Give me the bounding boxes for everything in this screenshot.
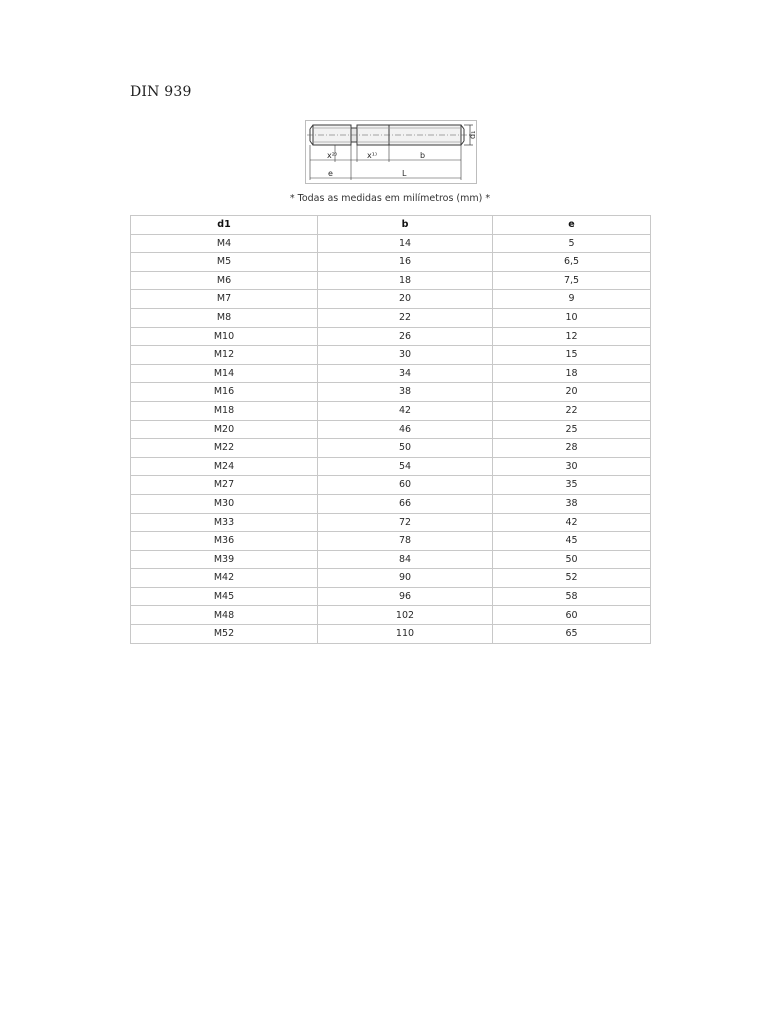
cell-b: 46 xyxy=(318,420,493,439)
cell-e: 15 xyxy=(493,346,651,365)
cell-e: 42 xyxy=(493,513,651,532)
cell-e: 18 xyxy=(493,364,651,383)
table-row xyxy=(131,308,651,327)
table-row xyxy=(131,569,651,588)
header-b: b xyxy=(318,216,493,235)
table-row xyxy=(131,234,651,253)
table-row xyxy=(131,290,651,309)
cell-e: 45 xyxy=(493,532,651,551)
cell-d1: M16 xyxy=(131,383,318,402)
x1-label: x¹⁾ xyxy=(367,151,377,160)
table-row xyxy=(131,513,651,532)
document-title: DIN 939 xyxy=(130,84,192,100)
cell-e: 30 xyxy=(493,457,651,476)
table-row xyxy=(131,587,651,606)
table-row xyxy=(131,346,651,365)
cell-b: 18 xyxy=(318,271,493,290)
cell-b: 26 xyxy=(318,327,493,346)
cell-e: 38 xyxy=(493,494,651,513)
cell-d1: M18 xyxy=(131,401,318,420)
cell-e: 60 xyxy=(493,606,651,625)
cell-e: 58 xyxy=(493,587,651,606)
cell-d1: M45 xyxy=(131,587,318,606)
cell-e: 5 xyxy=(493,234,651,253)
cell-b: 102 xyxy=(318,606,493,625)
cell-b: 30 xyxy=(318,346,493,365)
x2-label: x²⁾ xyxy=(327,151,337,160)
cell-d1: M30 xyxy=(131,494,318,513)
cell-d1: M5 xyxy=(131,253,318,272)
cell-d1: M14 xyxy=(131,364,318,383)
cell-b: 14 xyxy=(318,234,493,253)
cell-b: 110 xyxy=(318,625,493,644)
cell-b: 72 xyxy=(318,513,493,532)
cell-e: 22 xyxy=(493,401,651,420)
cell-d1: M12 xyxy=(131,346,318,365)
L-label: L xyxy=(402,169,407,178)
cell-e: 7,5 xyxy=(493,271,651,290)
header-d1: d1 xyxy=(131,216,318,235)
cell-e: 65 xyxy=(493,625,651,644)
cell-d1: M22 xyxy=(131,439,318,458)
cell-b: 96 xyxy=(318,587,493,606)
cell-e: 28 xyxy=(493,439,651,458)
table-row xyxy=(131,476,651,495)
table-row xyxy=(131,494,651,513)
cell-b: 42 xyxy=(318,401,493,420)
cell-b: 78 xyxy=(318,532,493,551)
table-row xyxy=(131,606,651,625)
cell-b: 60 xyxy=(318,476,493,495)
table-row xyxy=(131,420,651,439)
cell-e: 50 xyxy=(493,550,651,569)
table-row xyxy=(131,364,651,383)
cell-b: 16 xyxy=(318,253,493,272)
cell-e: 12 xyxy=(493,327,651,346)
cell-b: 22 xyxy=(318,308,493,327)
cell-d1: M36 xyxy=(131,532,318,551)
table-row xyxy=(131,327,651,346)
cell-e: 10 xyxy=(493,308,651,327)
table-body xyxy=(131,234,651,643)
cell-b: 66 xyxy=(318,494,493,513)
cell-b: 54 xyxy=(318,457,493,476)
table-row xyxy=(131,550,651,569)
cell-e: 25 xyxy=(493,420,651,439)
measurement-note: * Todas as medidas em milímetros (mm) * xyxy=(289,193,491,204)
d1-label: d₁ xyxy=(468,130,477,139)
cell-b: 90 xyxy=(318,569,493,588)
cell-d1: M52 xyxy=(131,625,318,644)
table-row xyxy=(131,439,651,458)
cell-d1: M24 xyxy=(131,457,318,476)
cell-b: 38 xyxy=(318,383,493,402)
cell-d1: M20 xyxy=(131,420,318,439)
table-row xyxy=(131,532,651,551)
table-row xyxy=(131,401,651,420)
cell-e: 6,5 xyxy=(493,253,651,272)
table-row xyxy=(131,271,651,290)
cell-d1: M42 xyxy=(131,569,318,588)
cell-e: 52 xyxy=(493,569,651,588)
cell-d1: M48 xyxy=(131,606,318,625)
table-row xyxy=(131,383,651,402)
cell-d1: M7 xyxy=(131,290,318,309)
cell-d1: M33 xyxy=(131,513,318,532)
dimensions-table xyxy=(130,215,651,644)
cell-b: 50 xyxy=(318,439,493,458)
cell-e: 9 xyxy=(493,290,651,309)
table-row xyxy=(131,625,651,644)
header-e: e xyxy=(493,216,651,235)
cell-d1: M6 xyxy=(131,271,318,290)
table-header-row xyxy=(131,216,651,235)
cell-e: 20 xyxy=(493,383,651,402)
cell-d1: M27 xyxy=(131,476,318,495)
cell-b: 20 xyxy=(318,290,493,309)
cell-d1: M8 xyxy=(131,308,318,327)
cell-e: 35 xyxy=(493,476,651,495)
cell-b: 84 xyxy=(318,550,493,569)
b-label: b xyxy=(420,151,426,160)
cell-d1: M10 xyxy=(131,327,318,346)
e-label: e xyxy=(328,169,333,178)
cell-b: 34 xyxy=(318,364,493,383)
stud-bolt-drawing xyxy=(305,120,477,184)
cell-d1: M4 xyxy=(131,234,318,253)
cell-d1: M39 xyxy=(131,550,318,569)
table-row xyxy=(131,457,651,476)
table-row xyxy=(131,253,651,272)
